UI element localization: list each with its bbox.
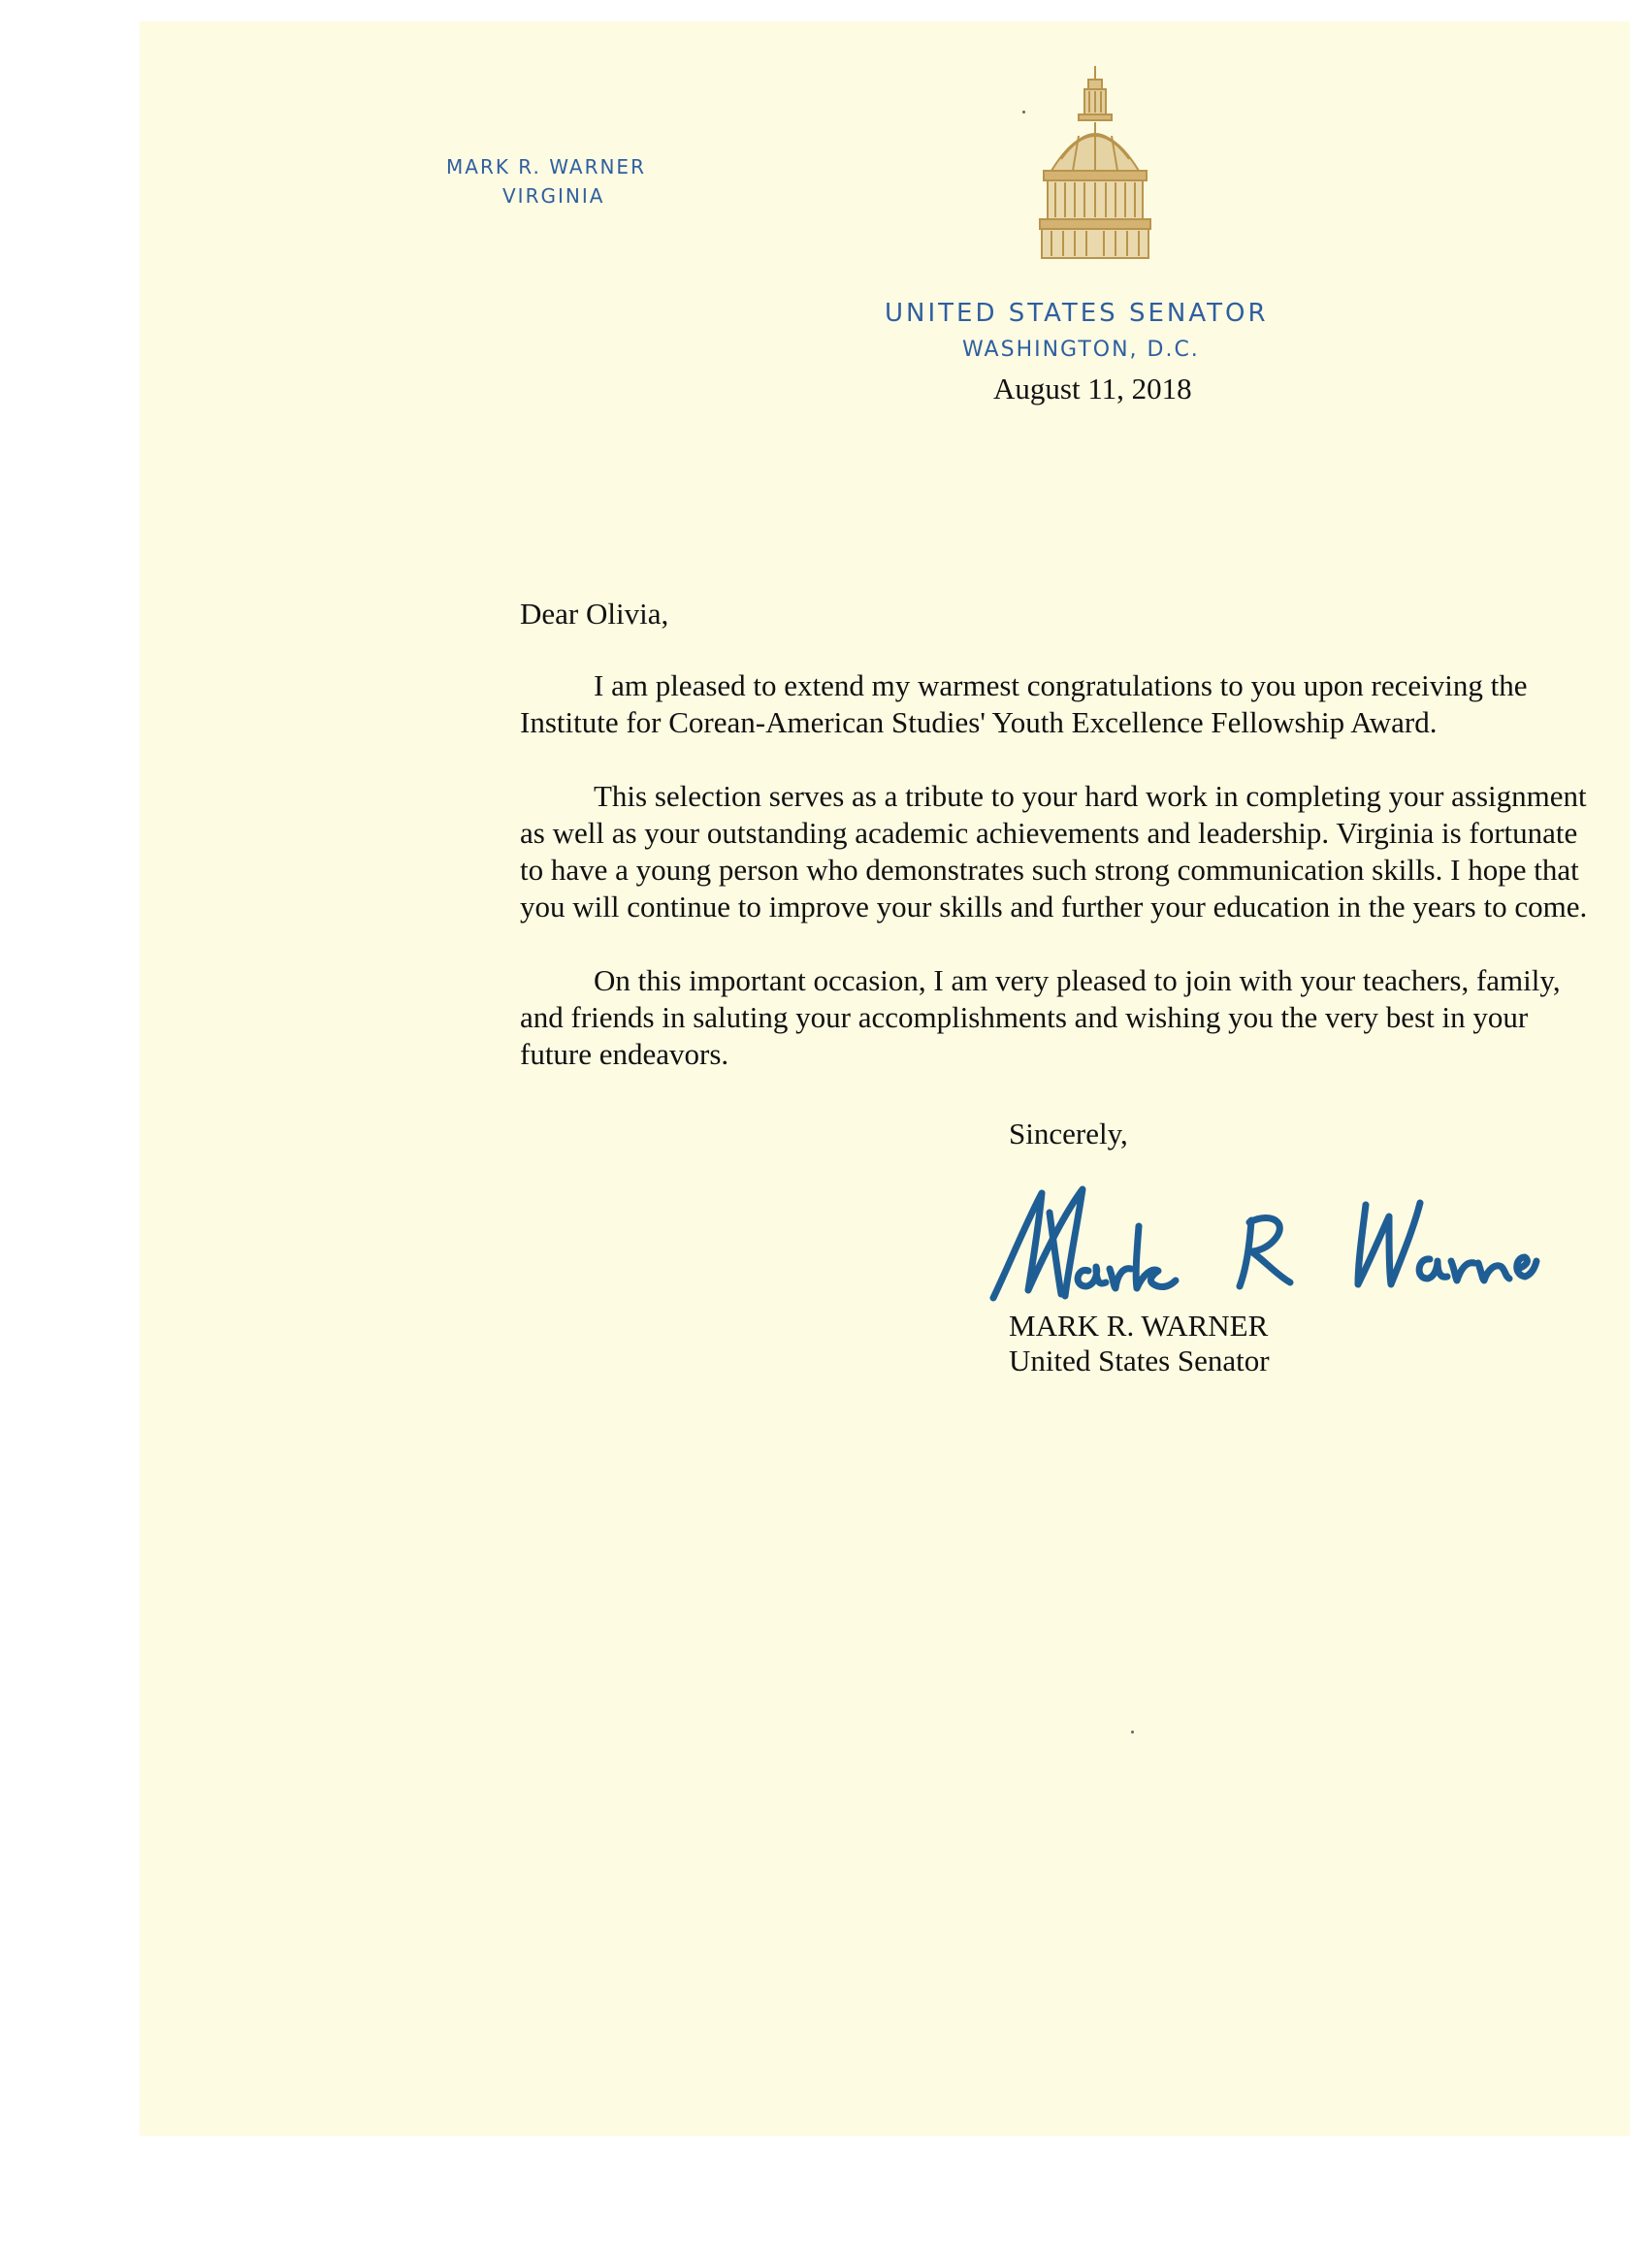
paragraph-line: and friends in saluting your accomplishments and wishing you the very best in your [520, 1000, 1529, 1034]
closing: Sincerely, [1009, 1117, 1128, 1150]
paper-speck [1022, 111, 1025, 113]
letterhead-name: MARK R. WARNER [446, 155, 646, 178]
salutation: Dear Olivia, [520, 597, 669, 631]
paragraph-line: future endeavors. [520, 1037, 729, 1071]
paragraph-line: as well as your outstanding academic achievements and leadership. Virginia is fortunate [520, 816, 1578, 850]
paper-speck [1131, 1731, 1134, 1733]
signer-name: MARK R. WARNER [1009, 1309, 1269, 1343]
signer-title: United States Senator [1009, 1344, 1270, 1377]
handwritten-signature [982, 1174, 1544, 1310]
paragraph-3 [520, 962, 1561, 1073]
letterhead-state: VIRGINIA [502, 184, 605, 208]
paragraph-1 [520, 667, 1527, 741]
paragraph-2 [520, 778, 1587, 925]
paragraph-line: I am pleased to extend my warmest congratulations to you upon receiving the [594, 668, 1528, 702]
paragraph-line: to have a young person who demonstrates such strong communication skills. I hope that [520, 853, 1579, 887]
letterhead-title: UNITED STATES SENATOR [885, 299, 1269, 328]
paragraph-line: Institute for Corean-American Studies' Youth Excellence Fellowship Award. [520, 705, 1438, 739]
paragraph-line: On this important occasion, I am very pleased to join with your teachers, family, [594, 963, 1561, 997]
capitol-dome-icon [1022, 62, 1168, 266]
paragraph-line: This selection serves as a tribute to your hard work in completing your assignment [594, 779, 1587, 813]
letter-date: August 11, 2018 [993, 372, 1192, 405]
paragraph-line: you will continue to improve your skills and further your education in the years to come. [520, 890, 1588, 923]
letter-page [140, 21, 1630, 2136]
letterhead-city: WASHINGTON, D.C. [962, 338, 1200, 362]
